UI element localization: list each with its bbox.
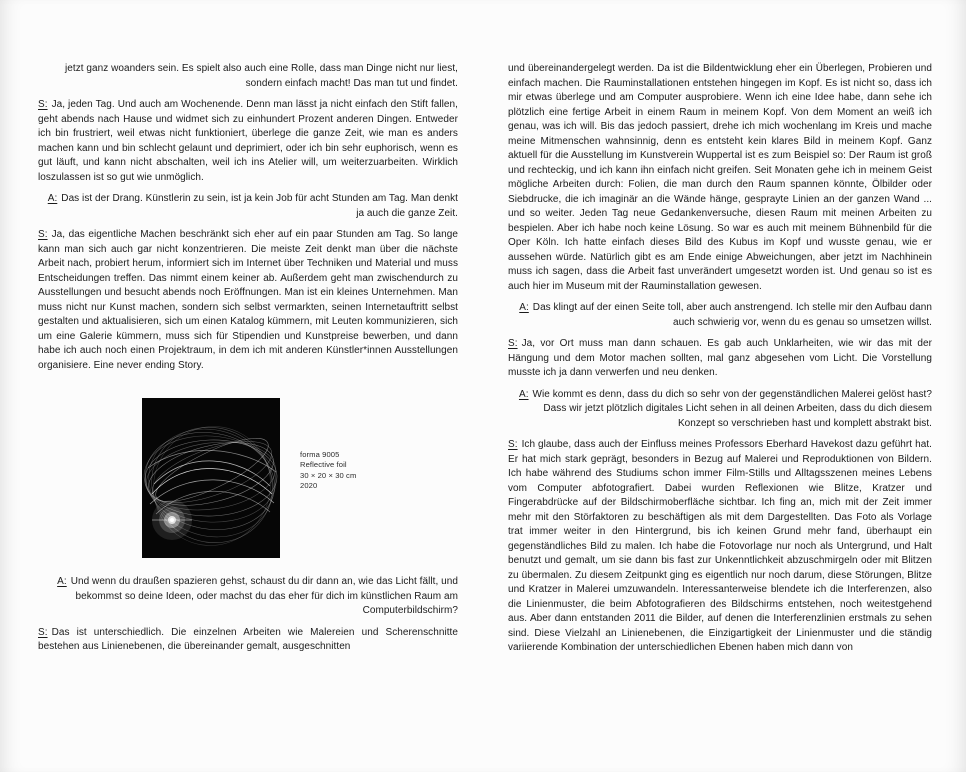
speaker-initial: S: — [38, 626, 48, 638]
paragraph-text: Ja, jeden Tag. Und auch am Wochenende. Denn man lässt ja nicht einfach den Stift fallen, geht abends nach Hause und widmet sich zu einhundert Prozent anderen Dingen. Entweder ich bin frustriert, weil etwas nicht funktioniert, überlege die ganze Zeit, wie man es anders machen kann und bin schlecht gelaunt und deprimiert, oder ich bin sehr euphorisch, wenn es gut läuft, und kann nicht abschalten, weil ich ins Atelier will, um weiterzuarbeiten. Wirklich loszulassen ist so gut wie unmöglich. — [38, 99, 458, 183]
left-page-column — [38, 62, 458, 662]
speaker-initial: A: — [519, 302, 529, 313]
interview-answer — [38, 98, 458, 185]
speaker-initial: A: — [518, 388, 529, 400]
paragraph-text: Das klingt auf der einen Seite toll, aber auch anstrengend. Ich stelle mir den Aufbau dann auch schwierig vor, wenn du es genau so umsetzen willst. — [532, 302, 932, 328]
speaker-initial: S: — [508, 439, 518, 450]
interview-answer — [38, 626, 458, 655]
paragraph-text: Ich glaube, dass auch der Einfluss meines Professors Eberhard Havekost dazu geführt hat. Er hat mich stark geprägt, besonders in Bezug auf Malerei und Reproduktionen von Bildern. Ich habe während des Studiums schon immer Film-Stills und Alltagsszenen meines Lebens vom Computer abfotografiert. Dabei wurden Reflexionen wie Blitze, Kratzer und Fingerabdrücke auf der Bildschirmoberfläche sichtbar. Ich fing an, mich mit der Zeit immer mehr mit den Störfaktoren zu beschäftigen als mit dem Dargestellten. Das Foto als Vorlage trat immer weiter in den Hintergrund, bis ich keinen Grund mehr fand, überhaupt ein gegenständliches Bild zu malen. Ich habe die Fotovorlage nur noch als Untergrund, und Halt benutzt und gemalt, um sie dann bis fast zur Unkenntlichkeit abzuschmirgeln oder mit Blitzen zu übermalen. Zu diesem Zeitpunkt ging es eigentlich nur noch darum, diese Störungen, Blitze und Kratzer in Malerei umzuwandeln. Interessanterweise blendete ich die Interferenzen, also die Linienmuster, die beim Abfotografieren des Bildschirms entstehen, noch weitestgehend aus. Aber dann entstanden 2011 die Bilder, auf denen die Interferenzlinien erstmals zu sehen sind. Diese Vielzahl an Linienebenen, die Einzigartigkeit der Linienmuster und die ständig variierende Kombination der unterschiedlichen Ebenen haben mich dann von — [508, 439, 932, 653]
interview-continuation — [508, 62, 932, 294]
interview-question — [38, 192, 458, 221]
interview-answer — [508, 438, 932, 656]
interview-question — [508, 388, 932, 432]
speaker-initial: A: — [47, 193, 58, 204]
paragraph-text: Ja, das eigentliche Machen beschränkt sich eher auf ein paar Stunden am Tag. So lange kann man sich auch gar nicht konzentrieren. Die meiste Zeit denkt man über die nächste Arbeit nach, probiert herum, informiert sich im Internet über Techniken und Material und muss Entscheidungen treffen. Das nimmt einem keiner ab. Außerdem geht man zwischendurch zu Ausstellungen und besucht abends noch Eröffnungen. Man ist ein kleines Unternehmen. Man muss nicht nur Kunst machen, sondern sich selbst vermarkten, seinen Internetauftritt selbst gestalten und aktualisieren, sich um einen Katalog kümmern, mit Leuten kommunizieren, sich um eine Galerie kümmern, muss sich für Stipendien und Kunstpreise bewerben, und dann habe ich auch noch einen Projektraum, in dem ich mit anderen Künstler*innen Ausstellungen organisiere. Eine never ending Story. — [38, 229, 458, 371]
interview-answer — [38, 228, 458, 373]
artwork-image — [142, 398, 280, 558]
caption-line: Reflective foil — [300, 460, 347, 470]
interview-continuation — [38, 62, 458, 91]
caption-line: 2020 — [300, 481, 318, 491]
speaker-initial: A: — [57, 576, 67, 587]
paragraph-text: Das ist unterschiedlich. Die einzelnen Arbeiten wie Malereien und Scherenschnitte bestehen aus Linienebenen, die übereinander gemalt, ausgeschnitten — [38, 626, 458, 652]
paragraph-text: und übereinandergelegt werden. Da ist die Bildentwicklung eher ein Überlegen, Probieren und einfach machen. Die Rauminstallationen entstehen hingegen im Kopf. Es ist nicht so, dass ich mir etwas überlege und am Computer ausprobiere. Wenn ich eine Idee habe, dann sehe ich plötzlich eine fertige Arbeit in einem Raum in meinem Kopf. Von dem Moment an weiß ich genau, was ich will. Bis das jedoch passiert, drehe ich mich wochenlang im Kreis und mache meine Mitmenschen wahnsinnig, denn es entsteht kein klares Bild in meinem Kopf. Ganz aktuell für die Ausstellung im Kunstverein Wuppertal ist es zum Beispiel so: Der Raum ist groß und rechteckig, und ich kann ihn einfach nicht greifen. Seit Monaten gehe ich in meinem Geist mögliche Arbeiten durch: Folien, die man durch den Raum spannen könnte, Ölbilder oder Siebdrucke, die ich imaginär an die Wände hänge, gesprayte Linien an der ganzen Wand ... und so weiter. Jeden Tag neue Gedankenversuche, diesen Raum mit meinen Arbeiten zu bespielen. Aber ich habe noch keine Lösung. So war es auch mit meinem Bühnenbild für die Oper Köln. Ich hatte einfach dieses Bild des Kubus im Kopf und wusste genau, wie er aussehen würde. Natürlich gibt es am Ende einige Abweichungen, aber jetzt im Nachhinein muss ich sagen, dass die Arbeit fast unverändert umgesetzt worden ist. Und genau so ist es auch hier im Museum mit der Rauminstallation gewesen. — [508, 63, 932, 292]
interview-question — [38, 575, 458, 619]
paragraph-text: Das ist der Drang. Künstlerin zu sein, ist ja kein Job für acht Stunden am Tag. Man denkt ja auch die ganze Zeit. — [61, 193, 458, 219]
artwork-figure — [142, 398, 458, 558]
paragraph-text: Ja, vor Ort muss man dann schauen. Es gab auch Unklarheiten, wie wir das mit der Hängung und dem Motor machen sollten, mal ganz abgesehen vom Licht. Die Vorstellung musste ich ja dann verwerfen und neu denken. — [508, 338, 932, 378]
interview-answer — [508, 337, 932, 381]
interview-question — [508, 301, 932, 330]
paragraph-text: Wie kommt es denn, dass du dich so sehr von der gegenständlichen Malerei gelöst hast? Dass wir jetzt plötzlich digitales Licht sehen in all deinen Arbeiten, dass du dich diesem Konzept so verschrieben hast und komplett abstrakt bist. — [532, 388, 932, 429]
speaker-initial: S: — [508, 338, 518, 349]
caption-line: 30 × 20 × 30 cm — [300, 470, 357, 480]
light-glare — [152, 500, 192, 540]
caption-line: forma 9005 — [300, 450, 340, 459]
right-page-column — [508, 62, 932, 663]
paragraph-text: jetzt ganz woanders sein. Es spielt also auch eine Rolle, dass man Dinge nicht nur liest, sondern einfach macht! Das man tut und findet. — [65, 63, 458, 89]
paragraph-text: Und wenn du draußen spazieren gehst, schaust du dir dann an, wie das Licht fällt, und bekommst so deine Ideen, oder machst du das eher für dich im künstlichen Raum am Computerbildschirm? — [70, 576, 458, 616]
speaker-initial: S: — [38, 229, 48, 240]
speaker-initial: S: — [38, 99, 48, 110]
artwork-caption — [300, 450, 356, 492]
